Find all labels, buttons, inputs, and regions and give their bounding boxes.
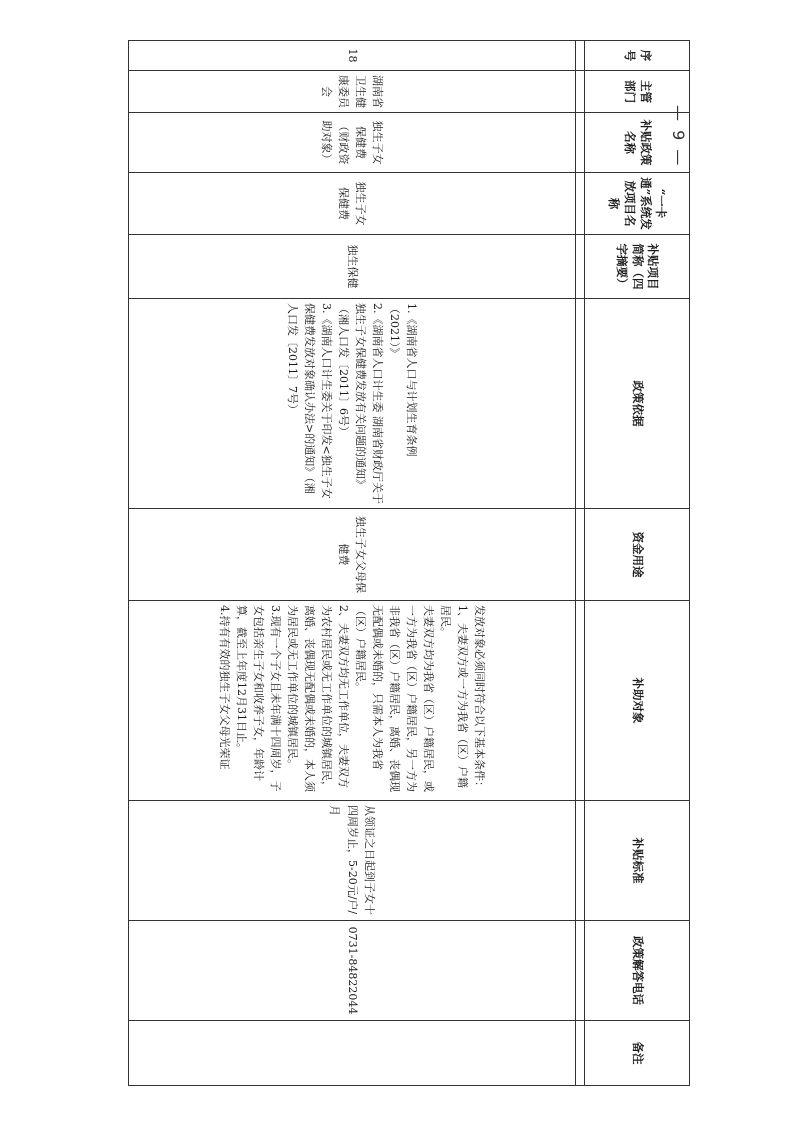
target-item: 2、夫妻双方均无工作单位，夫妻双方为农村居民或无工作单位的城镇居民，离婚、丧偶现无配偶或未婚的，本人须为居民或无工作单位的城镇居民。	[285, 605, 350, 792]
cell-dept: 湖南省卫生健康委员会	[129, 71, 576, 113]
subsidy-policy-table	[128, 40, 690, 1086]
target-item: 1、夫妻双方或一方为我省（区）户籍居民。	[439, 605, 470, 788]
header-basis: 政策依据	[585, 299, 690, 509]
cell-seq: 18	[129, 41, 576, 71]
policy-table-sheet	[90, 40, 690, 1085]
cell-phone: 0731-84822044	[129, 921, 576, 1021]
table-row	[129, 41, 576, 1086]
cell-short-name: 独生保健	[129, 235, 576, 299]
target-item: 夫妻双方均为我省（区）户籍居民，或一方为我省（区）户籍居民，另一方为非我省（区）户籍居民，离婚、丧偶现无配偶或未婚的，只需本人为我省（区）户籍居民。	[354, 605, 436, 792]
cell-basis	[129, 299, 576, 509]
header-seq: 序号	[585, 41, 690, 71]
cell-usage: 独生子女父母保健费	[129, 509, 576, 601]
cell-target	[129, 601, 576, 801]
page-number: — 9 —	[669, 105, 688, 168]
header-policy-name: 补贴政策名称	[585, 113, 690, 173]
header-row	[585, 41, 690, 1086]
target-item: 4.持有有效的独生子女父母光荣证	[217, 605, 231, 770]
target-item: 发放对象必须同时符合以下基本条件：	[473, 605, 487, 792]
header-standard: 补贴标准	[585, 801, 690, 921]
basis-item: 3.《湖南人口计生委关于印发<独生子女保健费发放对象确认办法>的通知》（湘人口发〔2011〕7号）	[285, 303, 333, 499]
header-system-name: “一卡通”系统发放项目名称	[585, 173, 690, 235]
cell-system-name: 独生子女保健费	[129, 173, 576, 235]
cell-remark	[129, 1021, 576, 1086]
header-target: 补助对象	[585, 601, 690, 801]
cell-standard: 从领证之日起到子女十四周岁止，5-20元/户/月	[129, 801, 576, 921]
header-phone: 政策解答电话	[585, 921, 690, 1021]
target-item: 3.现有一个子女且未年满十四周岁，子女包括亲生子女和收养子女，年龄计算，截至上年度12月31日止。	[234, 605, 282, 792]
cell-policy-name: 独生子女保健费（财政资助对象）	[129, 113, 576, 173]
header-short-name: 补贴项目简称（四字摘要）	[585, 235, 690, 299]
basis-item: 2.《湖南省人口计生委 湖南省财政厅关于独生子女保健费发放有关问题的通知》（湘人口发〔2011〕6号）	[337, 303, 385, 504]
header-dept: 主管部门	[585, 71, 690, 113]
basis-item: 1.《湖南省人口与计划生育条例（2021）》	[388, 303, 419, 457]
header-remark: 备注	[585, 1021, 690, 1086]
header-usage: 资金用途	[585, 509, 690, 601]
spacer-row	[576, 41, 585, 1086]
